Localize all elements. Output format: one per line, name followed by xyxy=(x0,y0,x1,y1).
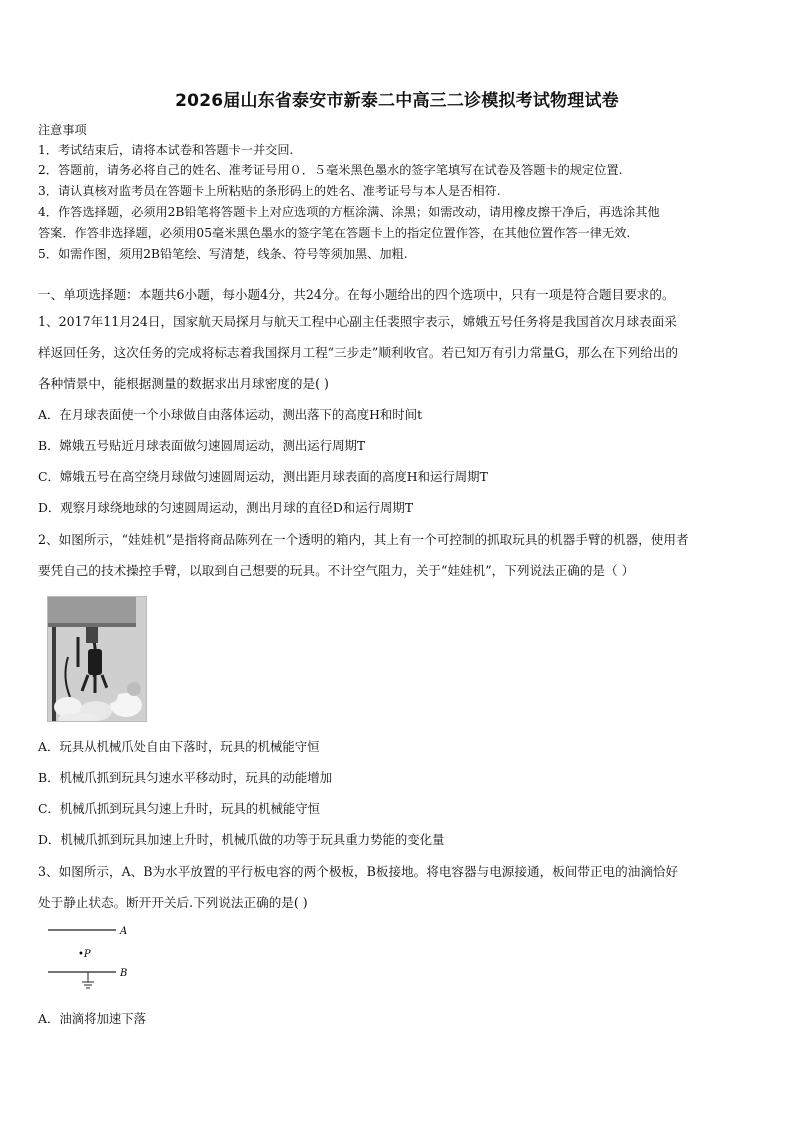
notice-item: 3．请认真核对监考员在答题卡上所粘贴的条形码上的姓名、准考证号与本人是否相符. xyxy=(38,184,501,198)
point-p-label: •P xyxy=(78,949,91,960)
plate-a-label: A xyxy=(120,926,128,937)
claw-machine-photo xyxy=(47,596,147,722)
question-2-stem: 要凭自己的技术操控手臂，以取到自己想要的玩具。不计空气阻力，关于“娃娃机”，下列说法正确的是（ ） xyxy=(38,563,635,578)
plate-b-label: B xyxy=(120,968,128,979)
question-1-stem: 各种情景中，能根据测量的数据求出月球密度的是( ) xyxy=(38,376,329,391)
notice-item: 4．作答选择题，必须用2B铅笔将答题卡上对应选项的方框涂满、涂黑；如需改动，请用橡皮擦干净后，再选涂其他 xyxy=(38,205,660,219)
question-1-option-a: A．在月球表面使一个小球做自由落体运动，测出落下的高度H和时间t xyxy=(38,407,423,422)
question-1-option-c: C．嫦娥五号在高空绕月球做匀速圆周运动，测出距月球表面的高度H和运行周期T xyxy=(38,469,488,484)
capacitor-diagram xyxy=(38,920,158,995)
question-3-stem: 处于静止状态。断开开关后.下列说法正确的是( ) xyxy=(38,895,308,910)
question-3-option-a: A．油滴将加速下落 xyxy=(38,1011,147,1026)
question-1-option-b: B．嫦娥五号贴近月球表面做匀速圆周运动，测出运行周期T xyxy=(38,438,366,453)
notice-item: 2．答题前，请务必将自己的姓名、准考证号用０．５毫米黑色墨水的签字笔填写在试卷及答题卡的规定位置. xyxy=(38,163,623,177)
question-2-stem: 2、如图所示，“娃娃机”是指将商品陈列在一个透明的箱内，其上有一个可控制的抓取玩具的机器手臂的机器，使用者 xyxy=(38,532,689,547)
section-heading: 一、单项选择题：本题共6小题，每小题4分，共24分。在每小题给出的四个选项中，只有一项是符合题目要求的。 xyxy=(38,287,675,302)
notice-item: 1．考试结束后，请将本试卷和答题卡一并交回. xyxy=(38,143,294,157)
notice-heading: 注意事项 xyxy=(38,123,87,137)
question-1-stem: 样返回任务，这次任务的完成将标志着我国探月工程“三步走”顺利收官。若已知万有引力常量G，那么在下列给出的 xyxy=(38,345,679,360)
question-2-option-d: D．机械爪抓到玩具加速上升时，机械爪做的功等于玩具重力势能的变化量 xyxy=(38,832,445,847)
question-2-option-b: B．机械爪抓到玩具匀速水平移动时，玩具的动能增加 xyxy=(38,770,333,785)
question-1-option-d: D．观察月球绕地球的匀速圆周运动，测出月球的直径D和运行周期T xyxy=(38,500,414,515)
question-1-stem: 1、2017年11月24日，国家航天局探月与航天工程中心副主任裴照宇表示，嫦娥五号任务将是我国首次月球表面采 xyxy=(38,314,677,329)
claw-machine-illustration xyxy=(48,597,147,722)
ground-icon xyxy=(82,972,94,988)
question-2-option-c: C．机械爪抓到玩具匀速上升时，玩具的机械能守恒 xyxy=(38,801,321,816)
notice-item: 5．如需作图，须用2B铅笔绘、写清楚，线条、符号等须加黑、加粗. xyxy=(38,247,408,261)
question-2-option-a: A．玩具从机械爪处自由下落时，玩具的机械能守恒 xyxy=(38,739,320,754)
question-3-stem: 3、如图所示，A、B为水平放置的平行板电容的两个极板，B板接地。将电容器与电源接通，板间带正电的油滴恰好 xyxy=(38,864,679,879)
exam-title: 2026届山东省泰安市新泰二中高三二诊模拟考试物理试卷 xyxy=(175,91,619,111)
notice-item: 答案．作答非选择题，必须用05毫米黑色墨水的签字笔在答题卡上的指定位置作答，在其他位置作答一律无效. xyxy=(38,226,631,240)
